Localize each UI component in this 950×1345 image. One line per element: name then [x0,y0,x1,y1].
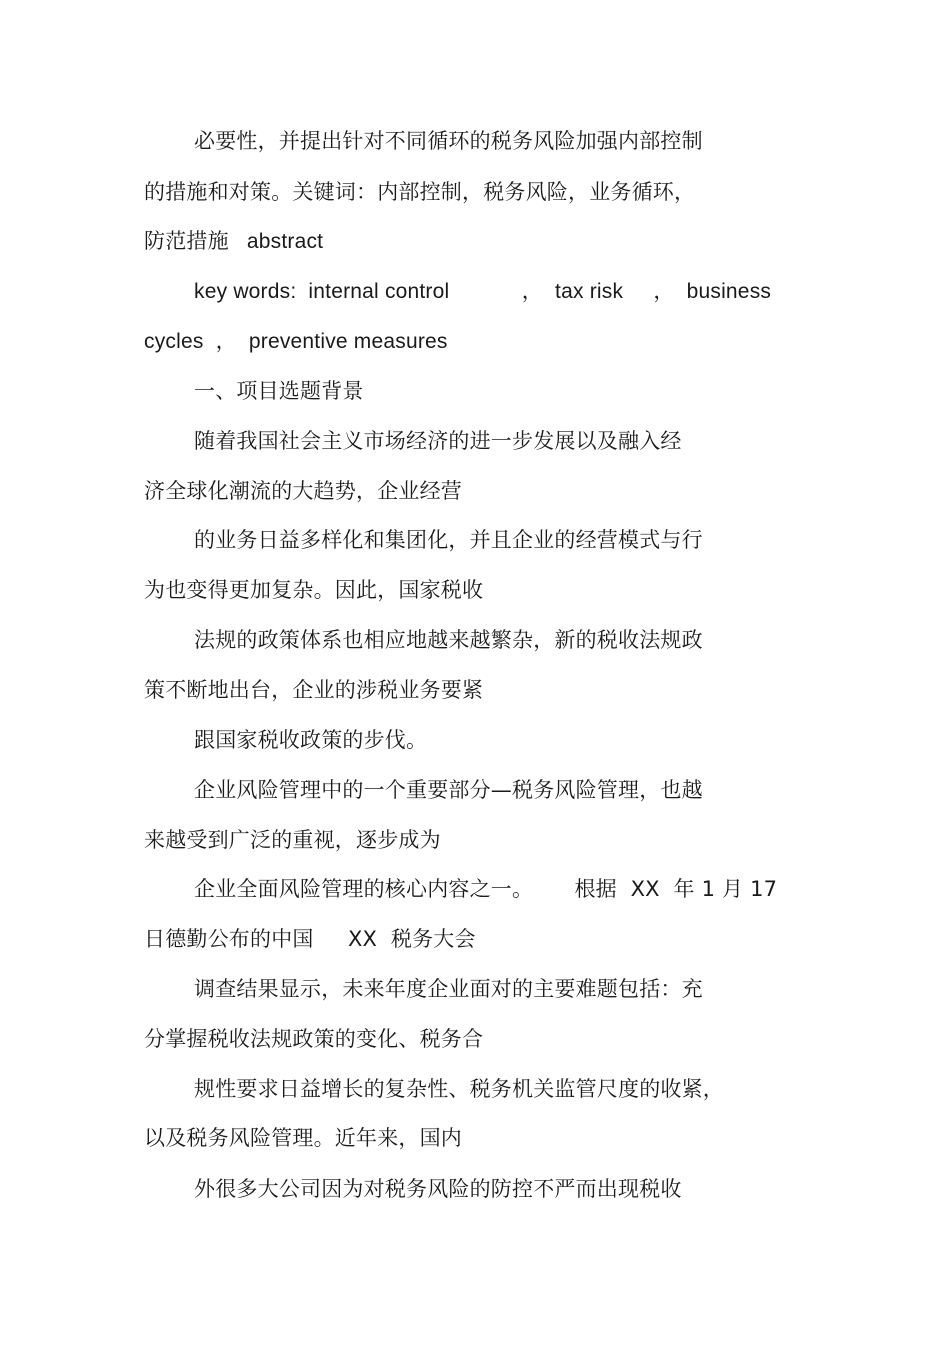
text-line: 企业风险管理中的一个重要部分—税务风险管理，也越 [194,778,703,802]
text-line: 外很多大公司因为对税务风险的防控不严而出现税收 [194,1177,682,1201]
text-line: 调查结果显示，未来年度企业面对的主要难题包括：充 [194,977,703,1001]
text-line: cycles ， preventive measures [144,330,448,353]
text-line: 随着我国社会主义市场经济的进一步发展以及融入经 [194,429,682,453]
text-line: 分掌握税收法规政策的变化、税务合 [144,1027,484,1051]
text-line: 来越受到广泛的重视，逐步成为 [144,828,441,852]
text-line: 的业务日益多样化和集团化，并且企业的经营模式与行 [194,528,703,552]
text-line: 以及税务风险管理。近年来，国内 [144,1126,462,1150]
text-line: 跟国家税收政策的步伐。 [194,728,428,752]
text-line: 企业全面风险管理的核心内容之一。 根据 XX 年 1 月 17 [194,877,778,901]
text-line: 必要性，并提出针对不同循环的税务风险加强内部控制 [194,129,703,153]
text-line: 防范措施 abstract [144,230,324,253]
text-line: key words: internal control ， tax risk ， business [194,280,772,303]
section-heading: 一、项目选题背景 [194,379,364,403]
text-line: 日德勤公布的中国 XX 税务大会 [144,927,476,951]
text-line: 策不断地出台，企业的涉税业务要紧 [144,678,484,702]
text-line: 的措施和对策。关键词：内部控制，税务风险，业务循环， [144,180,696,204]
text-line: 济全球化潮流的大趋势，企业经营 [144,479,462,503]
text-line: 规性要求日益增长的复杂性、税务机关监管尺度的收紧， [194,1077,724,1101]
text-line: 法规的政策体系也相应地越来越繁杂，新的税收法规政 [194,628,703,652]
text-line: 为也变得更加复杂。因此，国家税收 [144,578,484,602]
